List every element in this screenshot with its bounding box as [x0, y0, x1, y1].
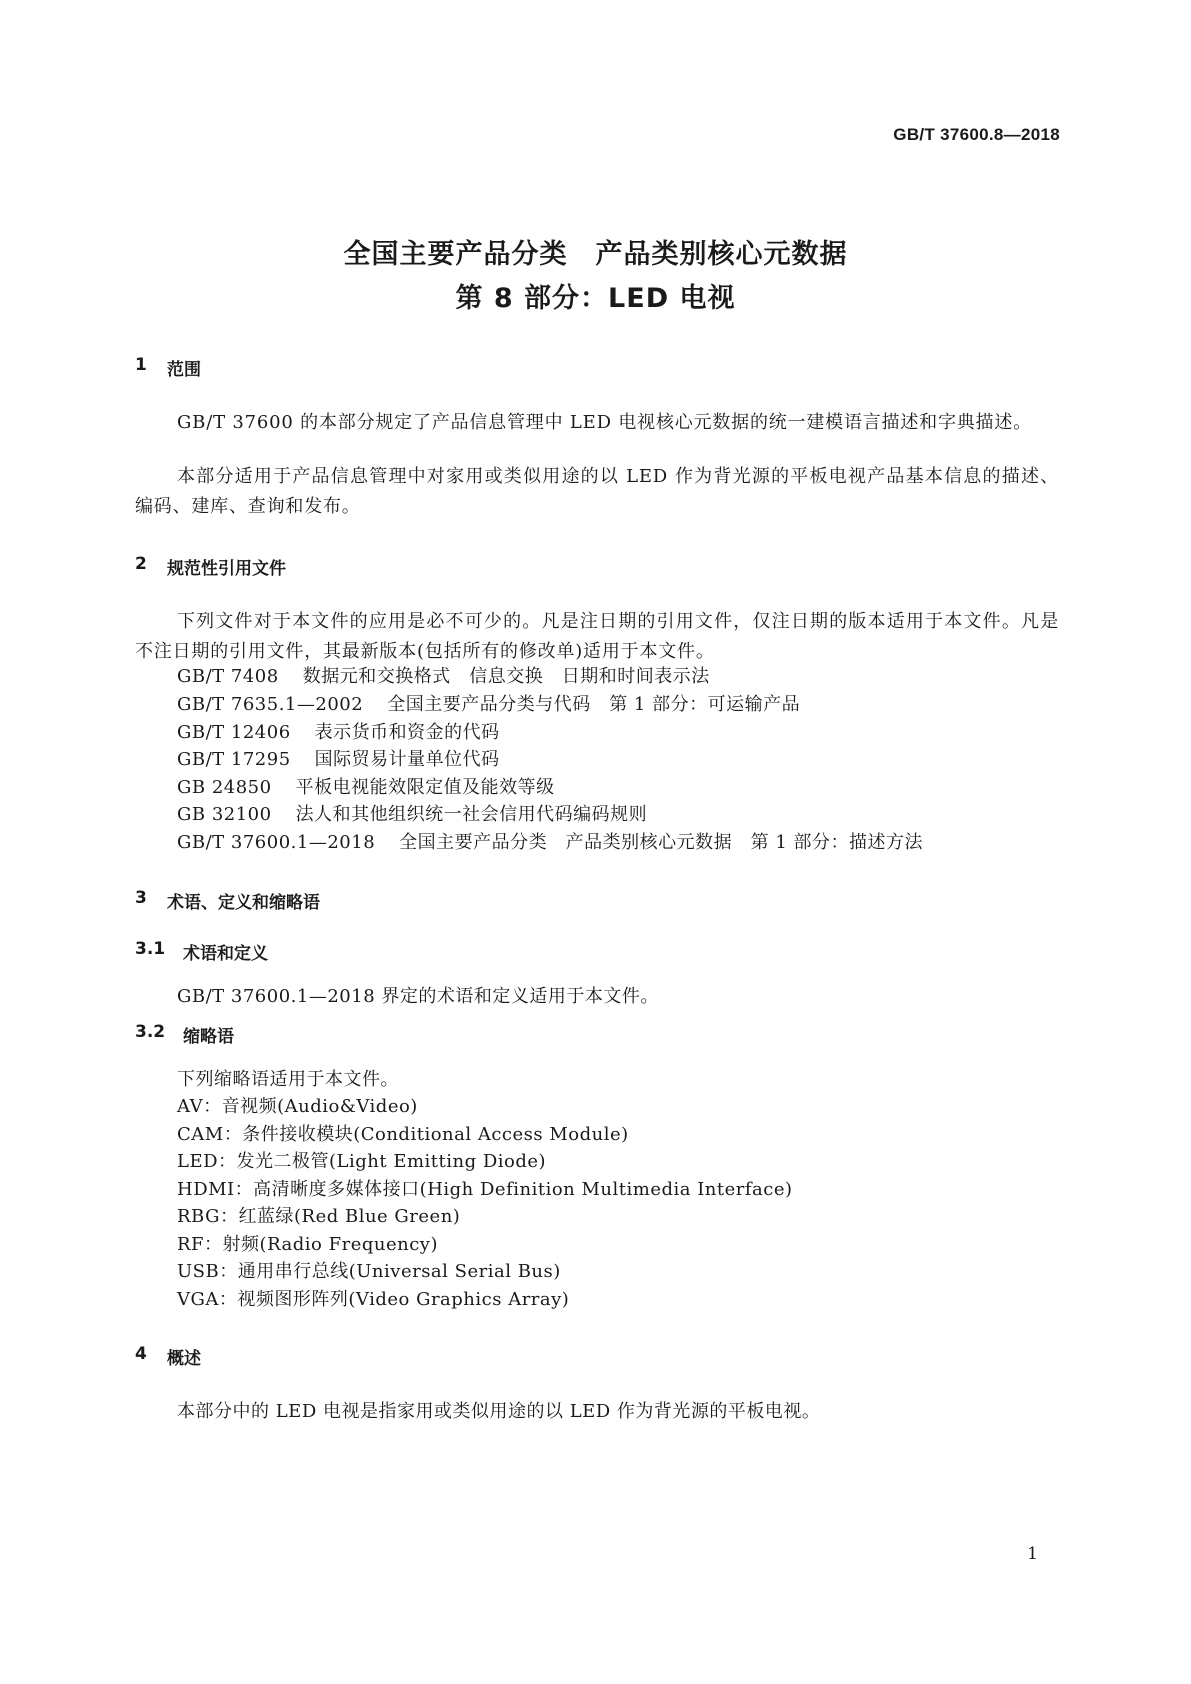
section-3-2-heading	[135, 1022, 234, 1047]
section-1-paragraph-1: GB/T 37600 的本部分规定了产品信息管理中 LED 电视核心元数据的统一建模语言描述和字典描述。	[177, 412, 1032, 433]
abbreviation-item: LED：发光二极管(Light Emitting Diode)	[177, 1151, 547, 1172]
abbreviations-intro: 下列缩略语适用于本文件。	[177, 1069, 399, 1090]
abbreviation-item: AV：音视频(Audio&Video)	[177, 1096, 418, 1117]
reference-item	[177, 773, 555, 799]
abbreviation-item: VGA：视频图形阵列(Video Graphics Array)	[177, 1289, 570, 1310]
reference-title: 数据元和交换格式 信息交换 日期和时间表示法	[302, 666, 710, 687]
reference-item	[177, 800, 647, 826]
section-title: 缩略语	[183, 1027, 234, 1047]
reference-item	[177, 828, 923, 854]
abbreviation-item: RF：射频(Radio Frequency)	[177, 1234, 438, 1255]
reference-item	[177, 690, 800, 716]
section-number: 3	[135, 888, 147, 908]
section-title: 术语和定义	[183, 944, 268, 964]
section-number: 2	[135, 554, 147, 574]
reference-item	[177, 662, 710, 688]
section-2-intro: 下列文件对于本文件的应用是必不可少的。凡是注日期的引用文件，仅注日期的版本适用于本文件。凡是不注日期的引用文件，其最新版本(包括所有的修改单)适用于本文件。	[135, 611, 1059, 662]
section-3-1-heading	[135, 939, 268, 964]
section-3-1-text: GB/T 37600.1—2018 界定的术语和定义适用于本文件。	[177, 986, 659, 1007]
reference-item	[177, 718, 500, 744]
reference-title: 全国主要产品分类 产品类别核心元数据 第 1 部分：描述方法	[399, 832, 924, 853]
reference-code: GB/T 37600.1—2018	[177, 832, 376, 853]
section-number: 1	[135, 355, 147, 375]
reference-title: 国际贸易计量单位代码	[314, 749, 500, 770]
reference-code: GB/T 12406	[177, 722, 291, 743]
section-number: 4	[135, 1344, 147, 1364]
section-number: 3.1	[135, 939, 166, 959]
page-number: 1	[1027, 1544, 1038, 1564]
section-3-heading	[135, 888, 320, 913]
standard-code: GB/T 37600.8—2018	[893, 125, 1060, 144]
section-4-heading	[135, 1344, 201, 1369]
reference-code: GB/T 7408	[177, 666, 279, 687]
section-title: 规范性引用文件	[167, 559, 286, 579]
abbreviation-item: RBG：红蓝绿(Red Blue Green)	[177, 1206, 461, 1227]
section-title: 概述	[167, 1349, 201, 1369]
reference-title: 表示货币和资金的代码	[314, 722, 500, 743]
section-4-text: 本部分中的 LED 电视是指家用或类似用途的以 LED 作为背光源的平板电视。	[177, 1401, 821, 1422]
reference-title: 平板电视能效限定值及能效等级	[295, 777, 555, 798]
section-title: 术语、定义和缩略语	[167, 893, 320, 913]
section-1-paragraph-2: 本部分适用于产品信息管理中对家用或类似用途的以 LED 作为背光源的平板电视产品基本信息的描述、编码、建库、查询和发布。	[135, 466, 1059, 517]
reference-item	[177, 745, 500, 771]
document-title-line1: 全国主要产品分类 产品类别核心元数据	[343, 239, 848, 270]
section-number: 3.2	[135, 1022, 166, 1042]
reference-title: 法人和其他组织统一社会信用代码编码规则	[295, 804, 648, 825]
section-1-heading	[135, 355, 201, 380]
reference-code: GB/T 7635.1—2002	[177, 694, 364, 715]
abbreviation-item: CAM：条件接收模块(Conditional Access Module)	[177, 1124, 629, 1145]
reference-code: GB 24850	[177, 777, 272, 798]
reference-code: GB 32100	[177, 804, 272, 825]
section-title: 范围	[167, 360, 201, 380]
document-title-line2: 第 8 部分：LED 电视	[455, 283, 736, 314]
section-2-heading	[135, 554, 286, 579]
reference-title: 全国主要产品分类与代码 第 1 部分：可运输产品	[387, 694, 801, 715]
reference-code: GB/T 17295	[177, 749, 291, 770]
abbreviation-item: HDMI：高清晰度多媒体接口(High Definition Multimedia Interface)	[177, 1179, 793, 1200]
abbreviation-item: USB：通用串行总线(Universal Serial Bus)	[177, 1261, 561, 1282]
